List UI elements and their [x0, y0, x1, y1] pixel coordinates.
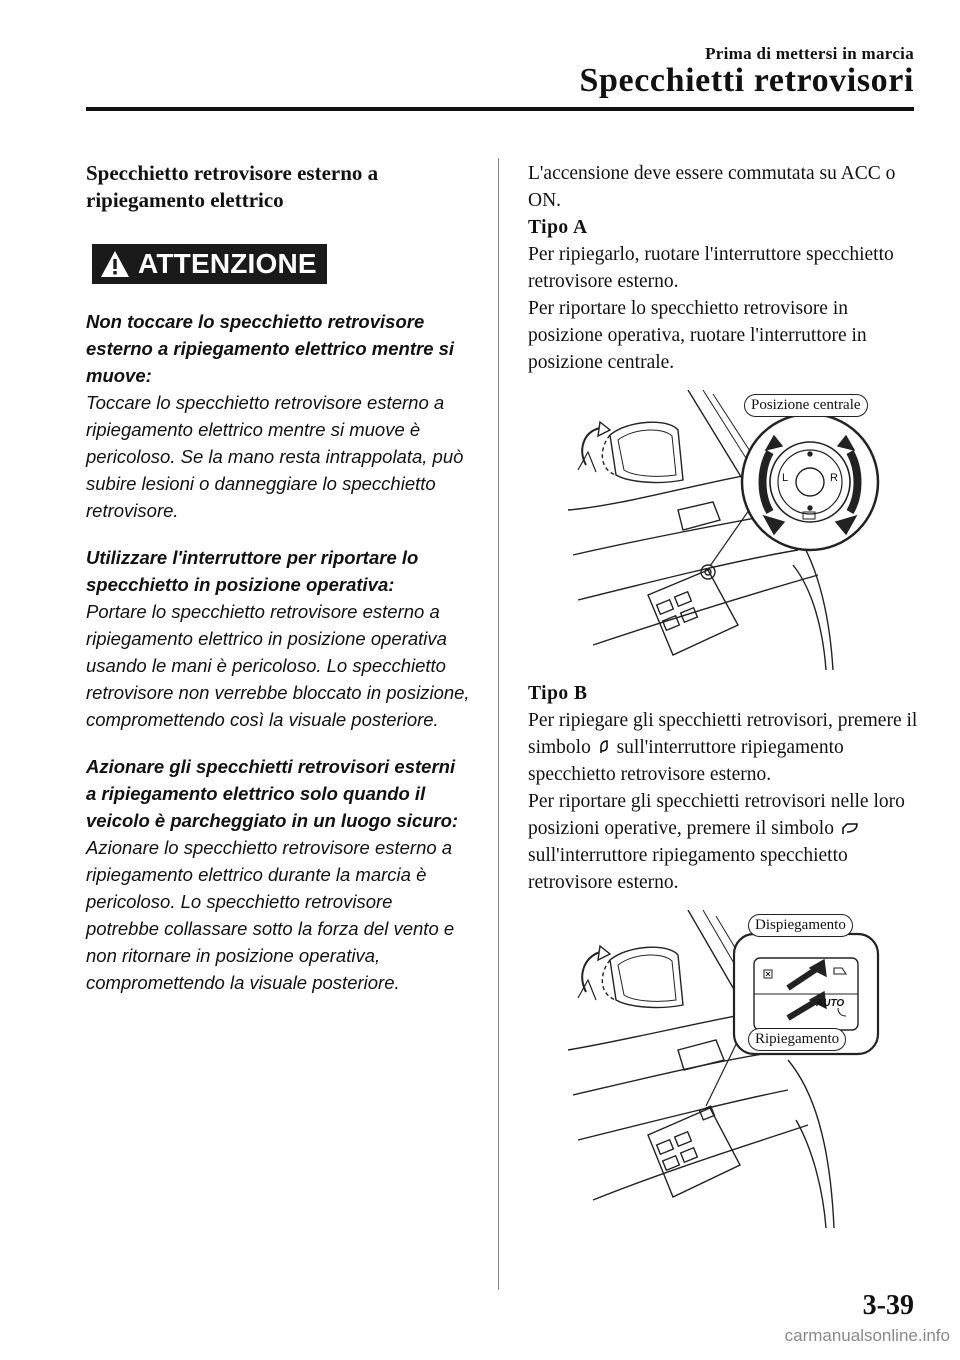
- figure-tipo-a: [538, 390, 888, 670]
- tipo-b-heading: Tipo B: [528, 683, 588, 704]
- warning-heading: Non toccare lo specchietto retrovisore esterno a ripiegamento elettrico mentre si muove:: [86, 311, 455, 386]
- knob-label-left: L: [782, 472, 789, 484]
- tipo-a-heading: Tipo A: [528, 217, 588, 238]
- tipo-b-text-1: [528, 707, 920, 788]
- tipo-b-text-2-after: sull'interruttore ripiegamento specchietto retrovisore esterno.: [528, 845, 848, 893]
- warning-text: Azionare lo specchietto retrovisore esterno a ripiegamento elettrico durante la marcia è pericoloso. Lo specchietto retrovisore potrebbe collassare sotto la forza del vento e non ritornare in posizione operativa, compromettendo la visuale posteriore.: [86, 837, 455, 993]
- callout-dispiegamento: Dispiegamento: [748, 914, 853, 937]
- mirror-unfold-icon: [841, 822, 859, 836]
- tipo-b-text-1-before: Per ripiegare gli specchietti retrovisori, premere il simbolo: [528, 710, 918, 758]
- left-column: [86, 160, 470, 996]
- page-title: Specchietti retrovisori: [579, 62, 914, 99]
- warning-block-2: [86, 544, 470, 733]
- section-title: [86, 160, 470, 214]
- page-number: 3-39: [862, 1290, 914, 1321]
- warning-text: Portare lo specchietto retrovisore esterno a ripiegamento elettrico in posizione operativa usando le mani è pericoloso. Lo specchietto retrovisore non verrebbe bloccato in posizione, compromettendo così la visuale posteriore.: [86, 601, 470, 730]
- callout-posizione-centrale: Posizione centrale: [744, 394, 868, 417]
- header-rule: [86, 107, 914, 111]
- figure-tipo-b: [538, 910, 888, 1228]
- warning-block-3: [86, 753, 470, 996]
- warning-badge: [92, 244, 327, 284]
- header-subtitle: Prima di mettersi in marcia: [705, 44, 914, 63]
- warning-heading: Azionare gli specchietti retrovisori esterni a ripiegamento elettrico solo quando il veicolo è parcheggiato in un luogo sicuro:: [86, 756, 459, 831]
- callout-ripiegamento: Ripiegamento: [748, 1028, 846, 1051]
- mirror-fold-icon: [598, 739, 610, 755]
- warning-block-1: [86, 308, 470, 524]
- warning-icon: [100, 250, 130, 278]
- footer-watermark: carmanualsonline.info: [784, 1326, 950, 1345]
- door-mirror-illustration-a: [538, 390, 888, 670]
- tipo-b-text-2: [528, 788, 920, 896]
- tipo-b-text-1-after: sull'interruttore ripiegamento specchietto retrovisore esterno.: [528, 737, 844, 785]
- auto-switch-label: AUTO: [816, 998, 845, 1009]
- section-title-line2: ripiegamento elettrico: [86, 188, 284, 212]
- warning-label: ATTENZIONE: [138, 248, 317, 279]
- door-mirror-illustration-b: [538, 910, 888, 1228]
- warning-text: Toccare lo specchietto retrovisore esterno a ripiegamento elettrico mentre si muove è pericoloso. Se la mano resta intrappolata, può subire lesioni o danneggiare lo specchietto retrovisore.: [86, 392, 464, 521]
- intro-text: L'accensione deve essere commutata su ACC o ON.: [528, 163, 896, 211]
- right-column: [528, 160, 920, 1228]
- warning-heading: Utilizzare l'interruttore per riportare lo specchietto in posizione operativa:: [86, 547, 419, 595]
- column-divider: [498, 158, 499, 1290]
- tipo-a-text-1: Per ripiegarlo, ruotare l'interruttore specchietto retrovisore esterno.: [528, 244, 894, 292]
- tipo-b-text-2-before: Per riportare gli specchietti retrovisori nelle loro posizioni operative, premere il simbolo: [528, 791, 905, 839]
- tipo-a-text-2: Per riportare lo specchietto retrovisore in posizione operativa, ruotare l'interruttore in posizione centrale.: [528, 298, 867, 373]
- knob-label-right: R: [830, 472, 838, 484]
- section-title-line1: Specchietto retrovisore esterno a: [86, 161, 379, 185]
